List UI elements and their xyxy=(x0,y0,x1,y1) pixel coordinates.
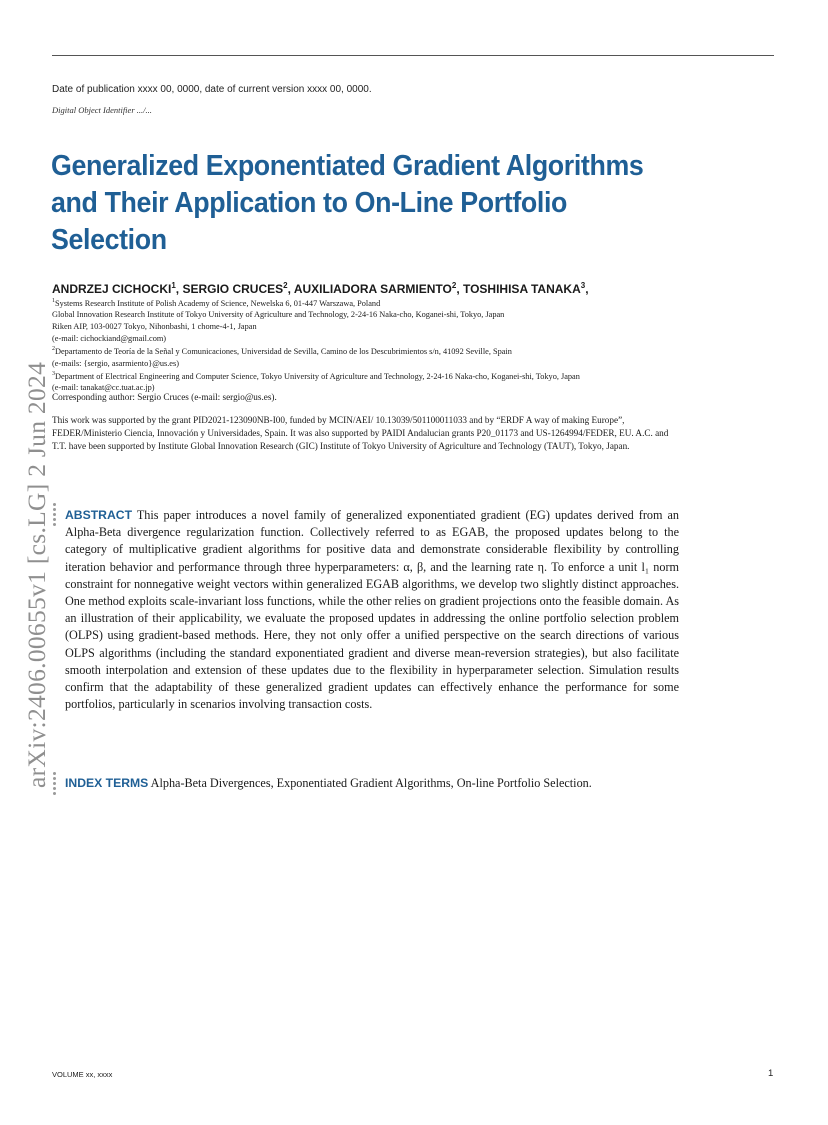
abstract-dots-icon xyxy=(53,503,57,526)
affiliation-email: (e-mail: cichockiand@gmail.com) xyxy=(52,333,167,343)
author-name: ANDRZEJ CICHOCKI xyxy=(52,282,172,296)
title-line: and Their Application to On-Line Portfolio xyxy=(51,187,568,219)
author-separator: , xyxy=(287,282,294,296)
funding-note: This work was supported by the grant PID2021-123090NB-I00, funded by MCIN/AEI/ 10.13039/501100011033 and by “ERDF A way of making Europe”, FEDER/Ministerio Ciencia, Innovación y Universidades, Spain. It was also supported by PAIDI Andalucian grants P20_01173 and US-1264994/FEDER, EU. A.C. and T.T. have been supported by Institute Global Innovation Research (GIC) Institute of Tokyo University of Agriculture and Technology (TAUT), Tokyo, Japan. xyxy=(52,415,669,452)
affiliation-line xyxy=(52,369,772,382)
affiliation-text: Systems Research Institute of Polish Academy of Science, Newelska 6, 01-447 Warszawa, Poland xyxy=(55,298,381,308)
paper-title xyxy=(51,148,690,259)
volume-footer: VOLUME xx, xxxx xyxy=(52,1070,113,1079)
affiliation-line xyxy=(52,309,772,321)
author-affiliation-mark: 3 xyxy=(580,281,586,290)
affiliation-email: (e-mail: tanakat@cc.tuat.ac.jp) xyxy=(52,383,155,393)
index-terms xyxy=(65,776,705,791)
title-line: Selection xyxy=(51,224,167,256)
affiliation-email: (e-mails: {sergio, asarmiento}@us.es) xyxy=(52,358,179,368)
author-separator: , xyxy=(175,282,183,296)
digital-object-identifier: Digital Object Identifier .../... xyxy=(52,105,152,115)
corresponding-author: Corresponding author: Sergio Cruces (e-mail: sergio@us.es). xyxy=(52,392,277,402)
affiliations xyxy=(52,296,772,394)
affiliation-line xyxy=(52,344,772,357)
author-list xyxy=(52,281,792,296)
header-rule xyxy=(52,55,774,56)
author-name: SERGIO CRUCES xyxy=(182,282,284,296)
affiliation-text: Global Innovation Research Institute of Tokyo University of Agriculture and Technology, 2-24-16 Naka-cho, Koganei-shi, Tokyo, Japan xyxy=(52,310,505,320)
affiliation-text: Department of Electrical Engineering and Computer Science, Tokyo University of Agriculture and Technology, 2-24-16 Naka-cho, Koganei-shi, Tokyo, Japan xyxy=(55,371,580,381)
abstract xyxy=(65,507,679,713)
author-affiliation-mark: 2 xyxy=(451,281,457,290)
page-number: 1 xyxy=(768,1068,774,1079)
affiliation-mark: 1 xyxy=(52,298,55,304)
affiliation-line xyxy=(52,358,772,370)
arxiv-identifier-stamp: arXiv:2406.00655v1 [cs.LG] 2 Jun 2024 xyxy=(22,361,51,788)
author-affiliation-mark: 1 xyxy=(171,281,176,290)
affiliation-line xyxy=(52,333,772,345)
affiliation-mark: 3 xyxy=(52,371,55,378)
affiliation-line xyxy=(52,321,772,333)
affiliation-line xyxy=(52,296,772,309)
index-terms-text: Alpha-Beta Divergences, Exponentiated Gradient Algorithms, On-line Portfolio Selection. xyxy=(150,776,592,790)
abstract-label: ABSTRACT xyxy=(65,508,133,522)
author-separator: , xyxy=(585,282,589,296)
author-name: TOSHIHISA TANAKA xyxy=(462,282,581,296)
author-affiliation-mark: 2 xyxy=(283,281,288,290)
author-name: AUXILIADORA SARMIENTO xyxy=(293,282,452,296)
abstract-text: This paper introduces a novel family of generalized exponentiated gradient (EG) updates derived from an Alpha-Beta divergence regularization function. Collectively referred to as EGAB, the proposed updates belong to the category of multiplicative gradient algorithms for positive data and demonstrate considerable flexibility by controlling iteration behavior and performance through three hyperparameters: α, β, and the learning rate η. To enforce a unit l₁ norm constraint for nonnegative weight vectors within generalized EGAB algorithms, we develop two slightly distinct approaches. One method exploits scale-invariant loss functions, while the other relies on gradient projections onto the feasible domain. As an illustration of their applicability, we evaluate the proposed updates in addressing the online portfolio selection problem (OLPS) using gradient-based methods. Here, they not only offer a unified perspective on the search directions of various OLPS algorithms (including the standard exponentiated gradient and diverse mean-reversion strategies), but also facilitate smooth interpolation and extension of these updates due to the flexibility in hyperparameter selection. Simulation results confirm that the adaptability of these generalized gradient updates can effectively enhance the performance for some portfolios, particularly in scenarios involving transaction costs. xyxy=(65,508,679,712)
affiliation-mark: 2 xyxy=(52,346,55,353)
affiliation-text: Riken AIP, 103-0027 Tokyo, Nihonbashi, 1 chome-4-1, Japan xyxy=(52,321,257,331)
affiliation-text: Departamento de Teoría de la Señal y Comunicaciones, Universidad de Sevilla, Camino de los Descubrimientos s/n, 41092 Seville, Spain xyxy=(55,346,512,356)
author-separator: , xyxy=(456,282,463,296)
publication-date: Date of publication xxxx 00, 0000, date of current version xxxx 00, 0000. xyxy=(52,84,372,95)
index-terms-dots-icon xyxy=(53,772,57,795)
index-terms-label: INDEX TERMS xyxy=(65,776,149,790)
title-line: Generalized Exponentiated Gradient Algorithms xyxy=(51,150,644,182)
